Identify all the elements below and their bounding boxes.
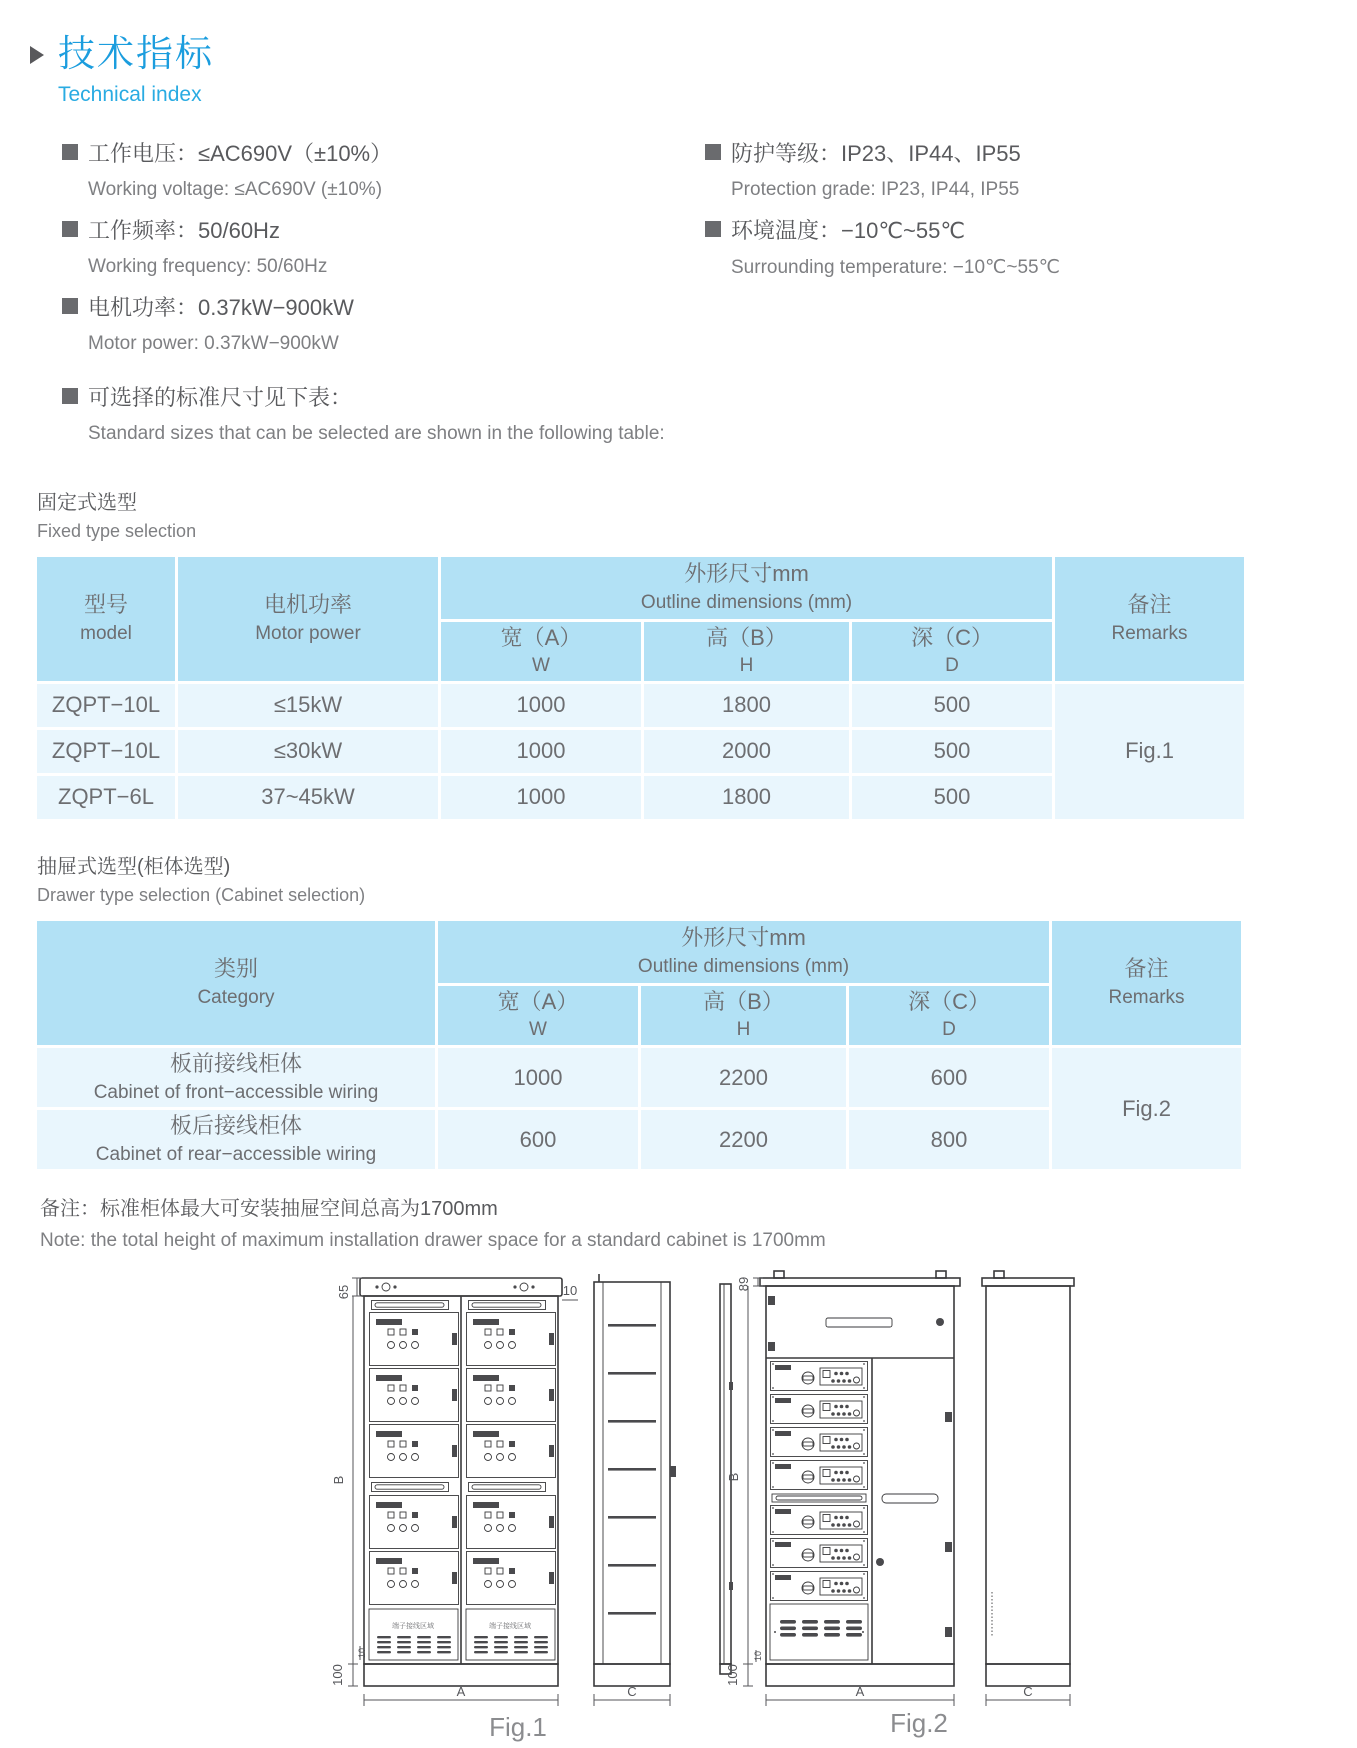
spec-zh-text: 电机功率：0.37kW−900kW: [88, 294, 354, 320]
drawer-type-table: [34, 918, 1244, 1173]
drawer-section-label-en: Drawer type selection (Cabinet selection): [37, 884, 366, 905]
fixed-type-table: [34, 554, 1247, 822]
cell-category: [37, 1048, 435, 1107]
spec-item-working-frequency: [62, 214, 705, 278]
fig2-drawing: [714, 1262, 1106, 1748]
cell-height: 1800: [644, 776, 849, 819]
fig2-front-view: [760, 1271, 960, 1686]
header-width: [441, 622, 641, 681]
header-dims-zh: 外形尺寸mm: [681, 925, 806, 951]
bullet-square-icon: [62, 144, 78, 160]
cell-width: 1000: [441, 776, 641, 819]
header-depth-en: D: [945, 655, 959, 677]
fig1-front-view: [360, 1278, 562, 1686]
cell-height: 2200: [641, 1048, 846, 1107]
header-remarks-en: Remarks: [1108, 986, 1185, 1008]
header-remarks: [1052, 921, 1241, 1045]
fixed-section-label-en: Fixed type selection: [37, 520, 197, 541]
header-width-en: W: [529, 1019, 547, 1041]
fig1-dim-base-height: 100: [330, 1664, 345, 1687]
bullet-square-icon: [62, 221, 78, 237]
drawer-section-label-zh: 抽屉式选型(柜体选型): [37, 855, 231, 878]
fig1-dim-height: B: [331, 1476, 346, 1485]
cell-width: 1000: [441, 730, 641, 773]
cell-height: 2000: [644, 730, 849, 773]
spec-en-text: Protection grade: IP23, IP44, IP55: [731, 178, 1020, 200]
spec-column-right: [705, 137, 1265, 458]
header-remarks-en: Remarks: [1111, 622, 1188, 644]
cell-power: 37~45kW: [178, 776, 438, 819]
cell-depth: 500: [852, 684, 1052, 727]
header-remarks: [1055, 557, 1244, 681]
table-row: [37, 684, 1244, 727]
header-model-zh: 型号: [83, 592, 128, 618]
cell-remarks: Fig.2: [1052, 1048, 1241, 1169]
header-width-zh: 宽（A）: [497, 988, 579, 1014]
fig2-dim-height: B: [726, 1473, 741, 1482]
spec-list: [62, 137, 1357, 458]
fig2-dim-bottom-gap: 10: [753, 1651, 763, 1662]
fixed-section-label-zh: 固定式选型: [37, 491, 137, 514]
header-height: [644, 622, 849, 681]
figures-row: [322, 1262, 1357, 1748]
spec-zh-text: 工作电压：≤AC690V（±10%）: [88, 140, 393, 166]
spec-column-left: [62, 137, 705, 458]
header-motor-power-zh: 电机功率: [263, 592, 352, 618]
drawer-section-label: [37, 850, 1357, 906]
cell-category: [37, 1110, 435, 1169]
cell-height: 2200: [641, 1110, 846, 1169]
cell-remarks: Fig.1: [1055, 684, 1244, 819]
header-depth: [849, 986, 1049, 1045]
fig1-dim-depth: C: [627, 1684, 637, 1700]
fig2-dim-width: A: [855, 1684, 865, 1700]
spec-item-standard-sizes: [62, 381, 705, 445]
cell-width: 1000: [438, 1048, 638, 1107]
header-height: [641, 986, 846, 1045]
header-remarks-zh: 备注: [1124, 956, 1169, 982]
section-arrow-icon: [30, 46, 44, 64]
fig1-dim-top-right: 10: [562, 1283, 578, 1299]
spec-en-text: Standard sizes that can be selected are shown in the following table:: [88, 422, 665, 444]
spec-item-working-voltage: [62, 137, 705, 201]
fig2-dimensions: [725, 1277, 954, 1706]
fig2-dim-depth: C: [1023, 1684, 1033, 1700]
page-subtitle: Technical index: [58, 82, 202, 106]
cell-category-en: Cabinet of rear−accessible wiring: [95, 1143, 377, 1165]
header-height-en: H: [736, 1019, 751, 1041]
cell-depth: 600: [849, 1048, 1049, 1107]
bullet-square-icon: [62, 388, 78, 404]
header-width-en: W: [532, 655, 550, 677]
cell-power: ≤15kW: [178, 684, 438, 727]
page-header: [30, 34, 1357, 107]
spec-zh-text: 环境温度：−10℃~55℃: [731, 217, 966, 243]
header-outline-dimensions: [438, 921, 1049, 983]
cell-power: ≤30kW: [178, 730, 438, 773]
header-height-zh: 高（B）: [703, 988, 784, 1014]
table-note-en: Note: the total height of maximum installation drawer space for a standard cabinet is 1700mm: [40, 1230, 826, 1252]
cell-width: 600: [438, 1110, 638, 1169]
header-category-en: Category: [197, 986, 275, 1008]
spec-en-text: Working voltage: ≤AC690V (±10%): [88, 178, 383, 200]
cell-depth: 500: [852, 730, 1052, 773]
fig2-dim-base-height: 100: [725, 1664, 740, 1687]
header-dims-en: Outline dimensions (mm): [637, 955, 850, 977]
spec-zh-text: 工作频率：50/60Hz: [88, 217, 280, 243]
table-note: [40, 1192, 1357, 1252]
spec-en-text: Motor power: 0.37kW−900kW: [88, 332, 339, 354]
fig2-caption: Fig.2: [890, 1708, 948, 1739]
cell-category-en: Cabinet of front−accessible wiring: [93, 1081, 379, 1103]
header-depth-zh: 深（C）: [911, 624, 993, 650]
cell-depth: 500: [852, 776, 1052, 819]
cell-width: 1000: [441, 684, 641, 727]
header-model: [37, 557, 175, 681]
header-category-zh: 类别: [213, 956, 258, 982]
cell-height: 1800: [644, 684, 849, 727]
fig2-side-view: [982, 1271, 1074, 1706]
header-depth-en: D: [942, 1019, 956, 1041]
header-remarks-zh: 备注: [1127, 592, 1172, 618]
header-width-zh: 宽（A）: [500, 624, 582, 650]
table-row: [37, 1048, 1241, 1107]
page-title: 技术指标: [58, 33, 214, 74]
header-depth-zh: 深（C）: [908, 988, 990, 1014]
page: [0, 33, 1357, 1743]
header-height-en: H: [739, 655, 754, 677]
header-dims-en: Outline dimensions (mm): [640, 591, 853, 613]
spec-zh-text: 可选择的标准尺寸见下表：: [88, 384, 353, 410]
fig1-dim-top-height: 65: [336, 1285, 351, 1300]
spec-item-surrounding-temperature: [705, 214, 1265, 279]
bullet-square-icon: [62, 298, 78, 314]
spec-item-protection-grade: [705, 137, 1265, 201]
header-category: [37, 921, 435, 1045]
fig1-caption: Fig.1: [489, 1712, 547, 1743]
header-model-en: model: [80, 622, 132, 644]
header-motor-power: [178, 557, 438, 681]
fig1-side-view: [594, 1274, 676, 1706]
spec-zh-text: 防护等级：IP23、IP44、IP55: [731, 140, 1021, 166]
cell-model: ZQPT−10L: [37, 730, 175, 773]
fig1-dim-bottom-gap: 10: [357, 1648, 367, 1659]
header-dims-zh: 外形尺寸mm: [684, 561, 809, 587]
fig1-terminal-area-label: 端子接线区域: [489, 1623, 531, 1631]
fig1-terminal-area-label: 端子接线区域: [392, 1623, 434, 1631]
spec-item-motor-power: [62, 291, 705, 355]
header-height-zh: 高（B）: [706, 624, 787, 650]
header-width: [438, 986, 638, 1045]
header-outline-dimensions: [441, 557, 1052, 619]
table-note-zh: 备注：标准柜体最大可安装抽屉空间总高为1700mm: [40, 1198, 498, 1221]
cell-category-zh: 板后接线柜体: [169, 1113, 302, 1139]
spec-en-text: Working frequency: 50/60Hz: [88, 255, 328, 277]
fig1-drawing: [322, 1262, 714, 1748]
cell-depth: 800: [849, 1110, 1049, 1169]
cell-model: ZQPT−10L: [37, 684, 175, 727]
header-depth: [852, 622, 1052, 681]
bullet-square-icon: [705, 144, 721, 160]
spec-en-text: Surrounding temperature: −10℃~55℃: [731, 256, 1060, 278]
fixed-section-label: [37, 486, 1357, 542]
cell-category-zh: 板前接线柜体: [169, 1051, 302, 1077]
fig1-dim-width: A: [456, 1684, 466, 1700]
bullet-square-icon: [705, 221, 721, 237]
cell-model: ZQPT−6L: [37, 776, 175, 819]
header-motor-power-en: Motor power: [255, 622, 361, 644]
fig2-dim-top-height: 89: [736, 1277, 751, 1292]
